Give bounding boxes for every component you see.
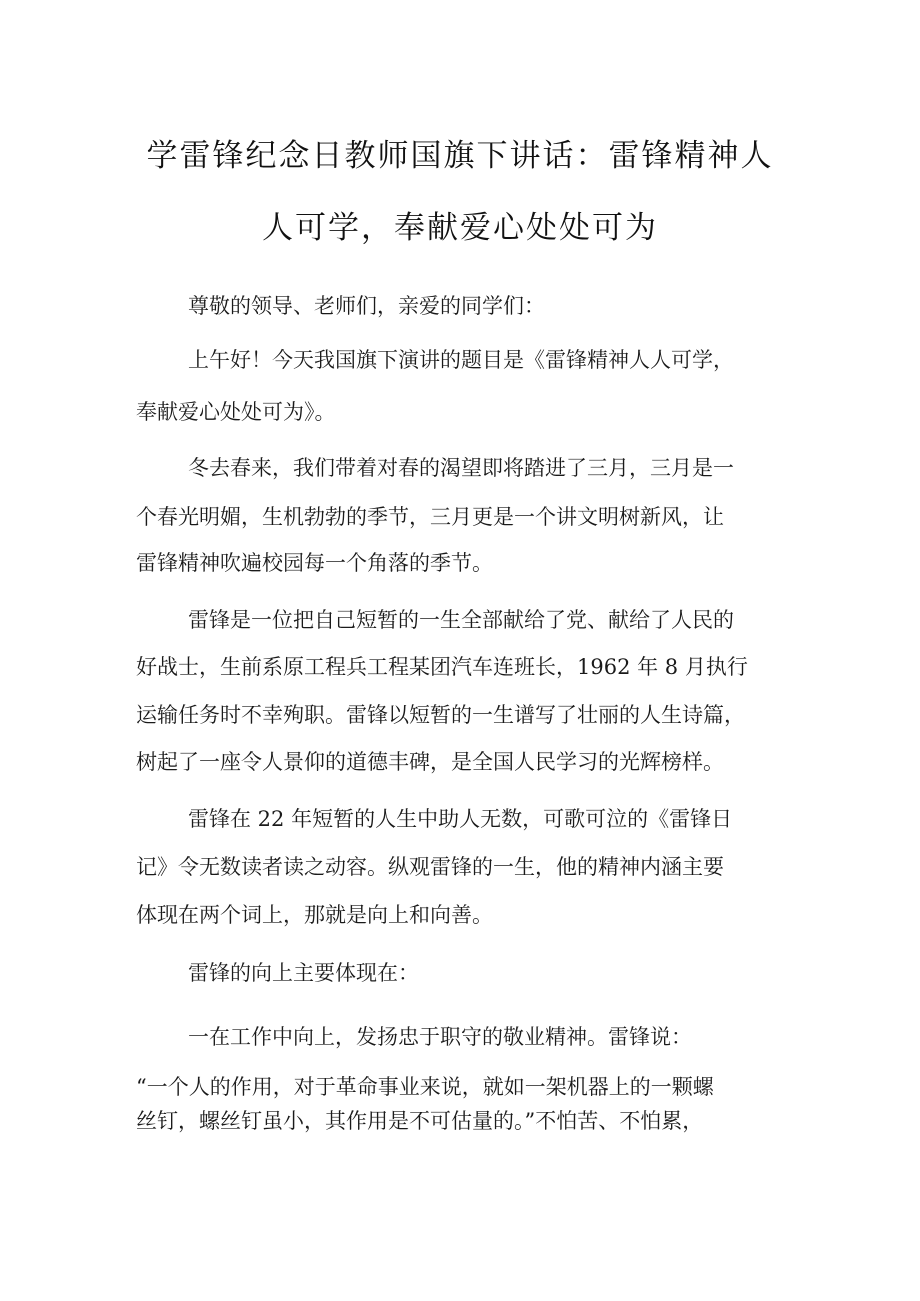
paragraph-line: 雷锋在 22 年短暂的人生中助人无数，可歌可泣的《雷锋日: [188, 807, 733, 831]
paragraph-line: 体现在两个词上，那就是向上和向善。: [136, 903, 493, 927]
title-line-2: 人可学，奉献爱心处处可为: [262, 210, 658, 246]
paragraph-line: 冬去春来，我们带着对春的渴望即将踏进了三月，三月是一: [188, 456, 734, 480]
paragraph-line: 雷锋精神吹遍校园每一个角落的季节。: [136, 551, 493, 575]
paragraph-line: 运输任务时不幸殉职。雷锋以短暂的一生谱写了壮丽的人生诗篇，: [136, 703, 745, 727]
paragraph-line: 树起了一座令人景仰的道德丰碑，是全国人民学习的光辉榜样。: [136, 750, 724, 774]
paragraph-line: 奉献爱心处处可为》。: [136, 400, 336, 424]
paragraph-line: 雷锋的向上主要体现在：: [188, 961, 419, 985]
paragraph-line: 个春光明媚，生机勃勃的季节，三月更是一个讲文明树新风，让: [136, 505, 724, 529]
paragraph-line: 丝钉，螺丝钉虽小，其作用是不可估量的。”不怕苦、不怕累，: [136, 1109, 704, 1133]
title-line-1: 学雷锋纪念日教师国旗下讲话：雷锋精神人: [146, 138, 774, 174]
paragraph-line: 好战士，生前系原工程兵工程某团汽车连班长，1962 年 8 月执行: [136, 655, 748, 679]
paragraph-line: “一个人的作用，对于革命事业来说，就如一架机器上的一颗螺: [136, 1075, 714, 1099]
paragraph-line: 尊敬的领导、老师们，亲爱的同学们：: [188, 294, 545, 318]
paragraph-line: 记》令无数读者读之动容。纵观雷锋的一生，他的精神内涵主要: [136, 855, 724, 879]
paragraph-line: 一在工作中向上，发扬忠于职守的敬业精神。雷锋说：: [188, 1025, 692, 1049]
paragraph-line: 雷锋是一位把自己短暂的一生全部献给了党、献给了人民的: [188, 608, 734, 632]
paragraph-line: 上午好！今天我国旗下演讲的题目是《雷锋精神人人可学，: [188, 348, 734, 372]
